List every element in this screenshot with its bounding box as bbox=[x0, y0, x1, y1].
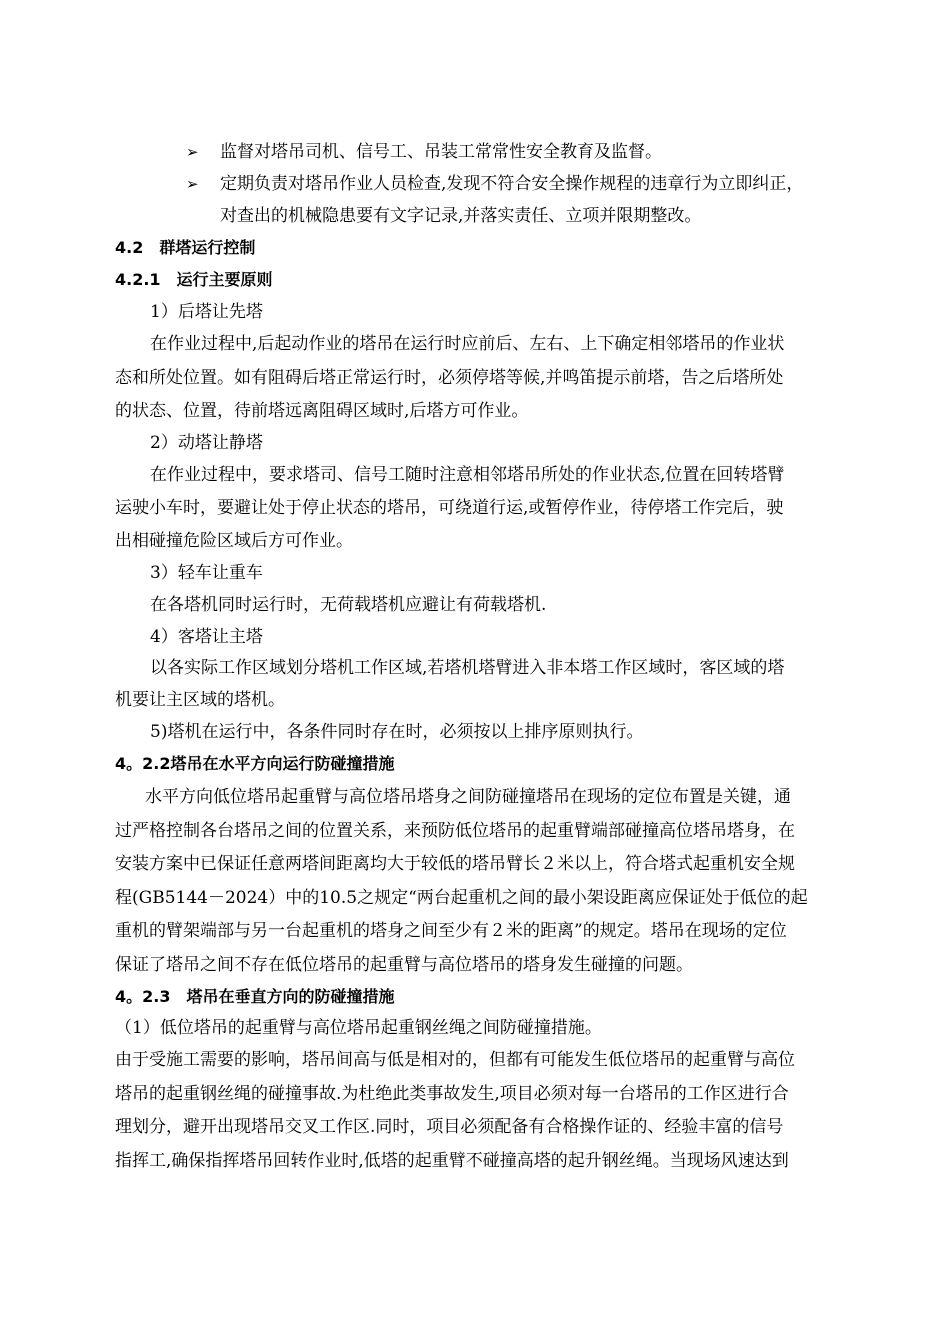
paragraph-line: 安装方案中已保证任意两塔间距离均大于较低的塔吊臂长２米以上，符合塔式起重机安全规 bbox=[115, 854, 795, 874]
paragraph-line: 在作业过程中,后起动作业的塔吊在运行时应前后、左右、上下确定相邻塔吊的作业状 bbox=[150, 334, 785, 354]
paragraph-line: 态和所处位置。如有阻碍后塔正常运行时，必须停塔等候,并鸣笛提示前塔，告之后塔所处 bbox=[115, 368, 784, 388]
paragraph-line: 由于受施工需要的影响，塔吊间高与低是相对的，但都有可能发生低位塔吊的起重臂与高位 bbox=[115, 1050, 795, 1070]
item-title: 2）动塔让静塔 bbox=[150, 433, 263, 453]
paragraph-line: 水平方向低位塔吊起重臂与高位塔吊塔身之间防碰撞塔吊在现场的定位布置是关键，通 bbox=[145, 787, 791, 807]
item-title: 4）客塔让主塔 bbox=[150, 627, 263, 647]
bullet-arrow-icon: ➢ bbox=[186, 175, 199, 193]
paragraph-line: 机要让主区域的塔机。 bbox=[115, 690, 285, 710]
paragraph-line: 过严格控制各台塔吊之间的位置关系，来预防低位塔吊的起重臂端部碰撞高位塔吊塔身，在 bbox=[115, 821, 795, 841]
bullet-arrow-icon: ➢ bbox=[186, 143, 199, 161]
paragraph-line: 以各实际工作区域划分塔机工作区域,若塔机塔臂进入非本塔工作区域时，客区域的塔 bbox=[150, 658, 785, 678]
bullet-text: 定期负责对塔吊作业人员检查,发现不符合安全操作规程的违章行为立即纠正， bbox=[220, 174, 804, 194]
paragraph-line: 理划分，避开出现塔吊交叉工作区.同时，项目必须配备有合格操作证的、经验丰富的信号 bbox=[115, 1117, 784, 1137]
section-heading: 4.2 群塔运行控制 bbox=[115, 238, 256, 257]
item-title: 1）后塔让先塔 bbox=[150, 302, 263, 322]
item-title: 3）轻车让重车 bbox=[150, 563, 263, 583]
item-title: （1）低位塔吊的起重臂与高位塔吊起重钢丝绳之间防碰撞措施。 bbox=[115, 1018, 602, 1038]
paragraph-line: 重机的臂架端部与另一台起重机的塔身之间至少有２米的距离”的规定。塔吊在现场的定位 bbox=[115, 921, 787, 941]
subsection-heading: 4。2.2塔吊在水平方向运行防碰撞措施 bbox=[115, 754, 395, 773]
paragraph-line: 塔吊的起重钢丝绳的碰撞事故.为杜绝此类事故发生,项目必须对每一台塔吊的工作区进行合 bbox=[115, 1084, 789, 1104]
paragraph-line: 在各塔机同时运行时，无荷载塔机应避让有荷载塔机. bbox=[150, 595, 547, 615]
paragraph-line: 出相碰撞危险区域后方可作业。 bbox=[115, 531, 353, 551]
paragraph-line: 运驶小车时，要避让处于停止状态的塔吊，可绕道行运,或暂停作业，待停塔工作完后，驶 bbox=[115, 498, 784, 518]
subsection-heading: 4.2.1 运行主要原则 bbox=[115, 270, 273, 289]
paragraph-line: 指挥工,确保指挥塔吊回转作业时,低塔的起重臂不碰撞高塔的起升钢丝绳。当现场风速达到 bbox=[115, 1151, 789, 1171]
paragraph-line: 的状态、位置，待前塔远离阻碍区域时,后塔方可作业。 bbox=[115, 401, 529, 421]
paragraph-line: 5)塔机在运行中，各条件同时存在时，必须按以上排序原则执行。 bbox=[150, 722, 644, 742]
bullet-text: 监督对塔吊司机、信号工、吊装工常常性安全教育及监督。 bbox=[220, 142, 662, 162]
paragraph-line: 在作业过程中，要求塔司、信号工随时注意相邻塔吊所处的作业状态,位置在回转塔臂 bbox=[150, 465, 785, 485]
bullet-text: 对查出的机械隐患要有文字记录,并落实责任、立项并限期整改。 bbox=[220, 206, 702, 226]
subsection-heading: 4。2.3 塔吊在垂直方向的防碰撞措施 bbox=[115, 987, 395, 1006]
paragraph-line: 程(GB5144－2024）中的10.5之规定“两台起重机之间的最小架设距离应保证处于低位的起 bbox=[115, 888, 808, 908]
paragraph-line: 保证了塔吊之间不存在低位塔吊的起重臂与高位塔吊的塔身发生碰撞的问题。 bbox=[115, 955, 693, 975]
